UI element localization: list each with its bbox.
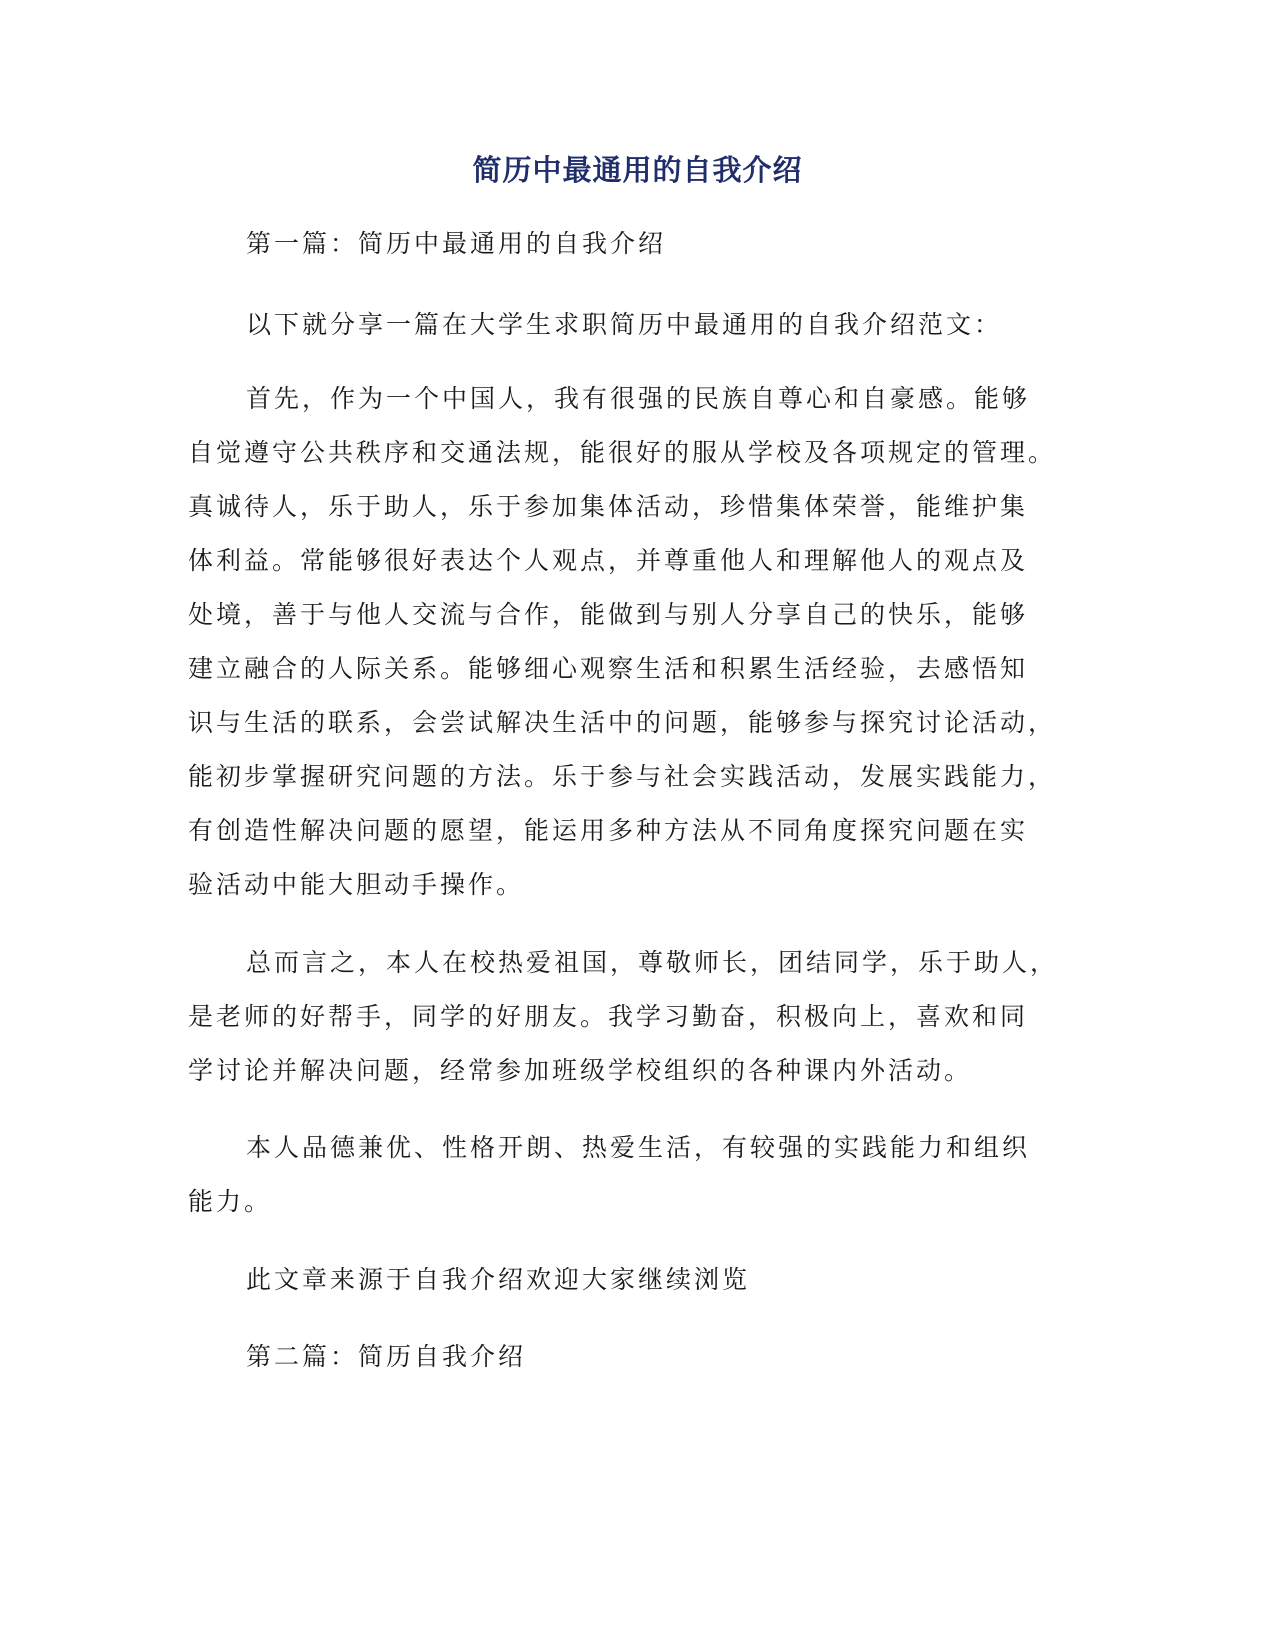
paragraph-line: 真诚待人，乐于助人，乐于参加集体活动，珍惜集体荣誉，能维护集 xyxy=(188,492,1029,521)
paragraph-line: 体利益。常能够很好表达个人观点，并尊重他人和理解他人的观点及 xyxy=(188,546,1029,575)
paragraph-line: 首先，作为一个中国人，我有很强的民族自尊心和自豪感。能够 xyxy=(246,384,1031,413)
paragraph-line: 本人品德兼优、性格开朗、热爱生活，有较强的实践能力和组织 xyxy=(246,1133,1031,1162)
paragraph-line: 学讨论并解决问题，经常参加班级学校组织的各种课内外活动。 xyxy=(188,1056,973,1085)
paragraph-line: 处境，善于与他人交流与合作，能做到与别人分享自己的快乐，能够 xyxy=(188,600,1029,629)
paragraph-line: 验活动中能大胆动手操作。 xyxy=(188,870,525,899)
paragraph-line: 有创造性解决问题的愿望，能运用多种方法从不同角度探究问题在实 xyxy=(188,816,1029,845)
section-heading-1: 第一篇：简历中最通用的自我介绍 xyxy=(246,229,667,258)
document-title: 简历中最通用的自我介绍 xyxy=(472,153,803,187)
paragraph-line: 自觉遵守公共秩序和交通法规，能很好的服从学校及各项规定的管理。 xyxy=(188,438,1057,467)
paragraph-line: 以下就分享一篇在大学生求职简历中最通用的自我介绍范文： xyxy=(246,310,1003,339)
paragraph-line: 能初步掌握研究问题的方法。乐于参与社会实践活动，发展实践能力， xyxy=(188,762,1057,791)
paragraph-line: 总而言之，本人在校热爱祖国，尊敬师长，团结同学，乐于助人， xyxy=(246,948,1059,977)
paragraph-line: 识与生活的联系，会尝试解决生活中的问题，能够参与探究讨论活动， xyxy=(188,708,1057,737)
paragraph-line: 建立融合的人际关系。能够细心观察生活和积累生活经验，去感悟知 xyxy=(188,654,1029,683)
paragraph-line: 是老师的好帮手，同学的好朋友。我学习勤奋，积极向上，喜欢和同 xyxy=(188,1002,1029,1031)
source-note: 此文章来源于自我介绍欢迎大家继续浏览 xyxy=(246,1265,751,1294)
section-heading-2: 第二篇：简历自我介绍 xyxy=(246,1342,527,1371)
paragraph-line: 能力。 xyxy=(188,1187,273,1216)
